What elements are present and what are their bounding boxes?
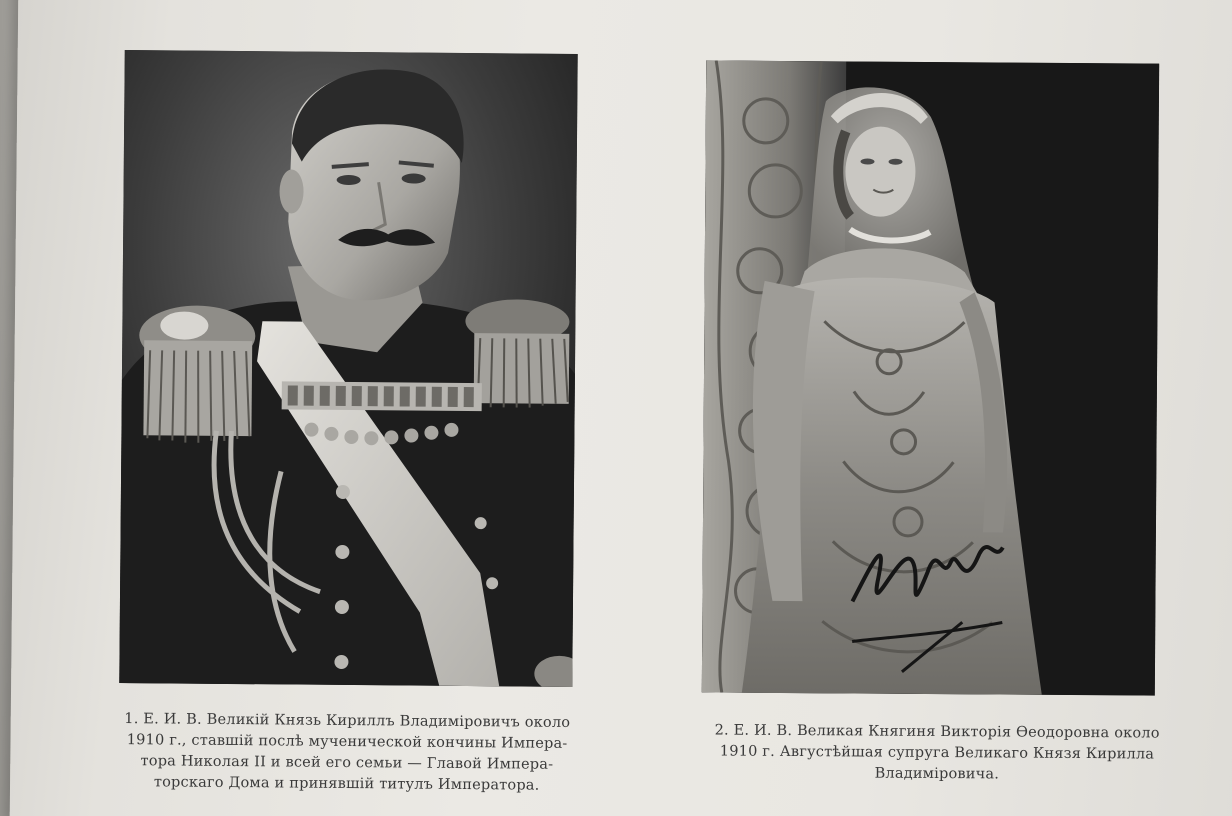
caption-line: 1910 г. Августѣйшая супруга Великаго Князя Кирилла bbox=[719, 743, 1155, 763]
caption-line: тора Николая II и всей его семьи — Главой Импера- bbox=[140, 753, 554, 773]
portrait-photo-grand-duchess bbox=[702, 60, 1159, 695]
caption-line: 1910 г., ставшій послѣ мученической кончины Импера- bbox=[126, 732, 568, 752]
portrait-photo-icon bbox=[702, 60, 1159, 695]
portrait-photo-grand-duke bbox=[119, 50, 578, 687]
caption-line: 2. Е. И. В. Великая Княгиня Викторія Ѳеодоровна около bbox=[714, 722, 1160, 742]
caption-left bbox=[112, 709, 583, 797]
caption-line: торскаго Дома и принявшій титулъ Императора. bbox=[153, 774, 540, 794]
caption-line: 1. Е. И. В. Великій Князь Кириллъ Владиміровичъ около bbox=[124, 711, 571, 731]
caption-line: Владиміровича. bbox=[874, 765, 1000, 783]
caption-right bbox=[702, 720, 1172, 786]
portrait-photo-icon bbox=[119, 50, 578, 687]
